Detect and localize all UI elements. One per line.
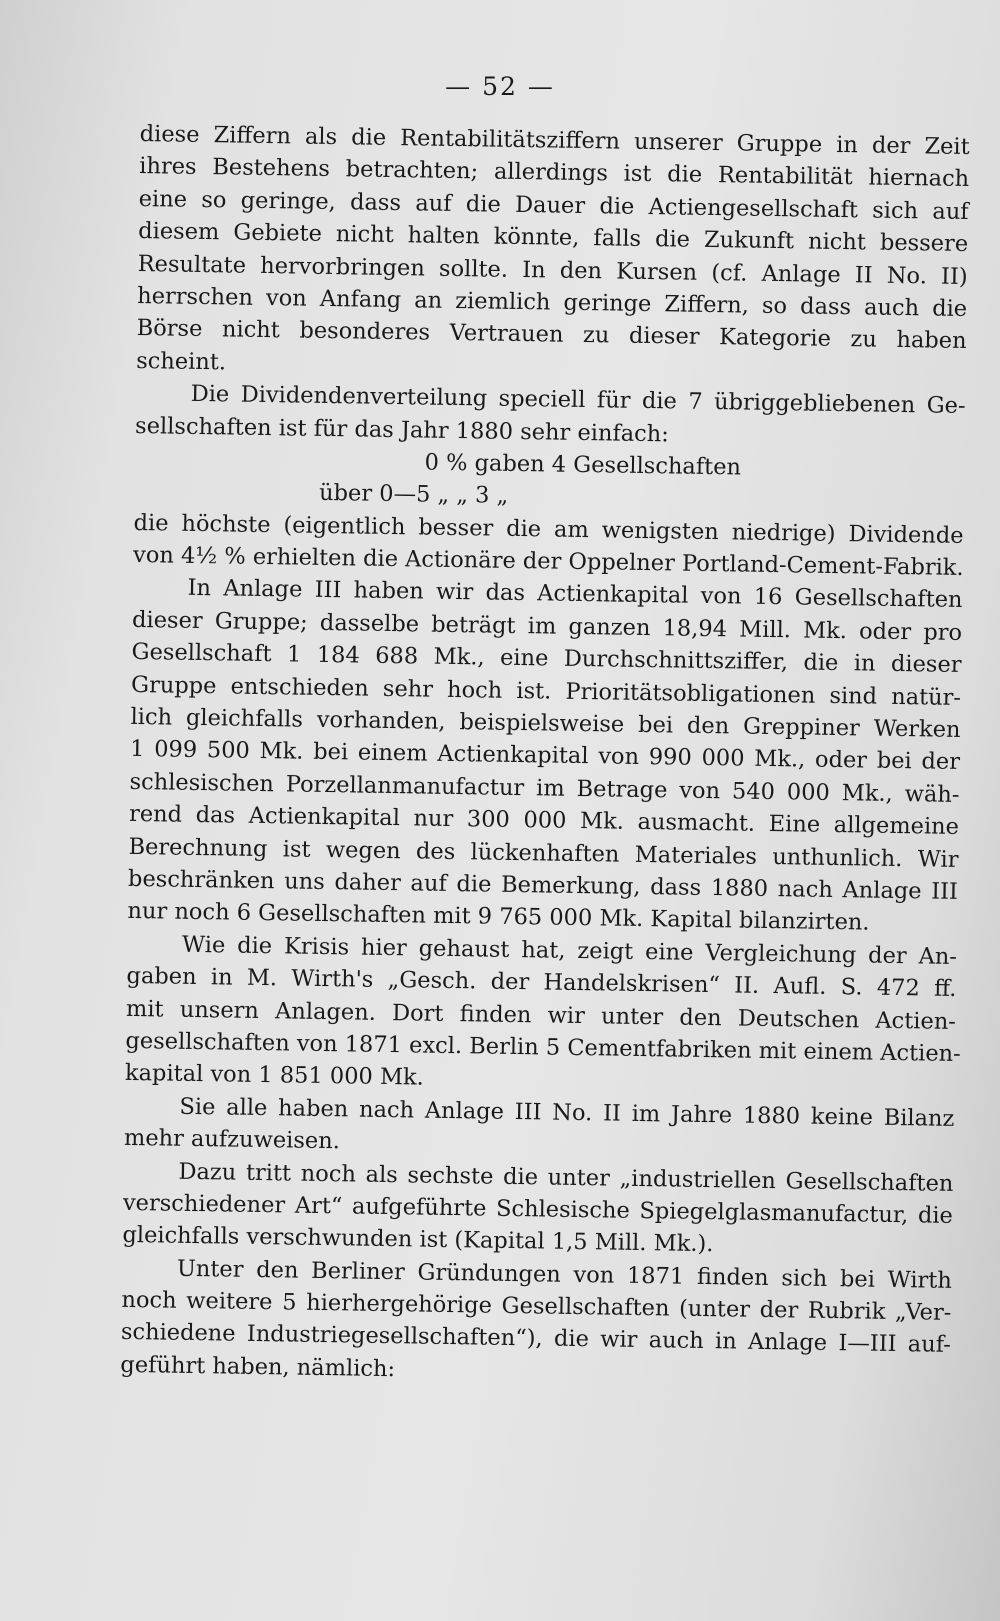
- text-line: sellschaften ist für das Jahr 1880 sehr einfach:: [134, 412, 670, 447]
- text-line: Dazu tritt noch als sechste die unter „industriellen Gesellschaften: [178, 1158, 954, 1197]
- text-line: schlesischen Porzellanmanufactur im Betrage von 540 000 Mk., wäh-: [129, 768, 960, 808]
- text-line: kapital von 1 851 000 Mk.: [124, 1060, 425, 1091]
- text-line: von 4½ % erhielten die Actionäre der Oppelner Portland-Cement-Fabrik.: [132, 542, 964, 582]
- text-line: diese Ziffern als die Rentabilitätsziffern unserer Gruppe in der Zeit: [139, 120, 970, 161]
- text-line: scheint.: [135, 347, 227, 376]
- dividend-row: über 0—5 „ „ 3 „: [318, 480, 509, 510]
- text-line: Gruppe entschieden sehr hoch ist. Prioritätsobligationen sind natür-: [130, 671, 962, 711]
- text-line: mit unsern Anlagen. Dort finden wir unter den Deutschen Actien-: [125, 995, 957, 1035]
- text-line: In Anlage III haben wir das Actienkapital von 16 Gesellschaften: [187, 575, 963, 614]
- text-line: mehr aufzuweisen.: [123, 1124, 341, 1155]
- text-line: 1 099 500 Mk. bei einem Actienkapital von 990 000 Mk., oder bei der: [129, 736, 961, 776]
- text-line: gleichfalls verschwunden ist (Kapital 1,5 Mill. Mk.).: [122, 1222, 714, 1258]
- dividend-row: 0 % gaben 4 Gesellschaften: [424, 449, 742, 481]
- text-line: die höchste (eigentlich besser die am wenigsten niedrige) Dividende: [133, 509, 964, 549]
- text-line: rend das Actienkapital nur 300 000 Mk. ausmacht. Eine allgemeine: [128, 801, 960, 841]
- text-line: Resultate hervorbringen sollte. In den Kursen (cf. Anlage II No. II): [137, 250, 968, 290]
- text-line: ihres Bestehens betrachten; allerdings ist die Rentabilität hiernach: [139, 153, 970, 193]
- text-line: lich gleichfalls vorhanden, beispielsweise bei den Greppiner Werken: [130, 703, 961, 743]
- text-line: noch weitere 5 hierhergehörige Gesellschaften (unter der Rubrik „Ver-: [121, 1286, 952, 1326]
- text-line: dieser Gruppe; dasselbe beträgt im ganzen 18,94 Mill. Mk. oder pro: [131, 606, 963, 646]
- text-line: geführt haben, nämlich:: [120, 1351, 396, 1383]
- page-number: — 52 —: [445, 72, 555, 101]
- text-line: eine so geringe, dass auf die Dauer die Actiengesellschaft sich auf: [138, 185, 969, 225]
- text-line: gesellschaften von 1871 excl. Berlin 5 Cementfabriken mit einem Actien-: [125, 1027, 961, 1067]
- text-line: verschiedener Art“ aufgeführte Schlesische Spiegelglasmanufactur, die: [122, 1189, 954, 1229]
- body-text: [120, 118, 970, 1394]
- text-line: Sie alle haben nach Anlage III No. II im Jahre 1880 keine Bilanz: [179, 1093, 955, 1132]
- text-line: Börse nicht besonderes Vertrauen zu dieser Kategorie zu haben: [136, 315, 967, 355]
- text-line: Unter den Berliner Gründungen von 1871 finden sich bei Wirth: [176, 1255, 953, 1294]
- text-line: nur noch 6 Gesellschaften mit 9 765 000 Mk. Kapital bilanzirten.: [127, 898, 870, 936]
- text-line: diesem Gebiete nicht halten könnte, falls die Zukunft nicht bessere: [138, 218, 969, 258]
- text-line: Die Dividendenverteilung speciell für die 7 übriggebliebenen Ge-: [190, 380, 966, 420]
- text-line: schiedene Industriegesellschaften“), die wir auch in Anlage I—III auf-: [120, 1319, 952, 1359]
- text-line: Berechnung ist wegen des lückenhaften Materiales unthunlich. Wir: [128, 833, 959, 873]
- text-line: Wie die Krisis hier gehaust hat, zeigt eine Vergleichung der An-: [181, 931, 958, 970]
- text-line: gaben in M. Wirth's „Gesch. der Handelskrisen“ II. Aufl. S. 472 ff.: [126, 963, 957, 1003]
- text-line: beschränken uns daher auf die Bemerkung, dass 1880 nach Anlage III: [127, 865, 959, 905]
- text-line: Gesellschaft 1 184 688 Mk., eine Durchschnittsziffer, die in dieser: [131, 639, 962, 679]
- text-line: herrschen von Anfang an ziemlich geringe Ziffern, so dass auch die: [137, 282, 968, 322]
